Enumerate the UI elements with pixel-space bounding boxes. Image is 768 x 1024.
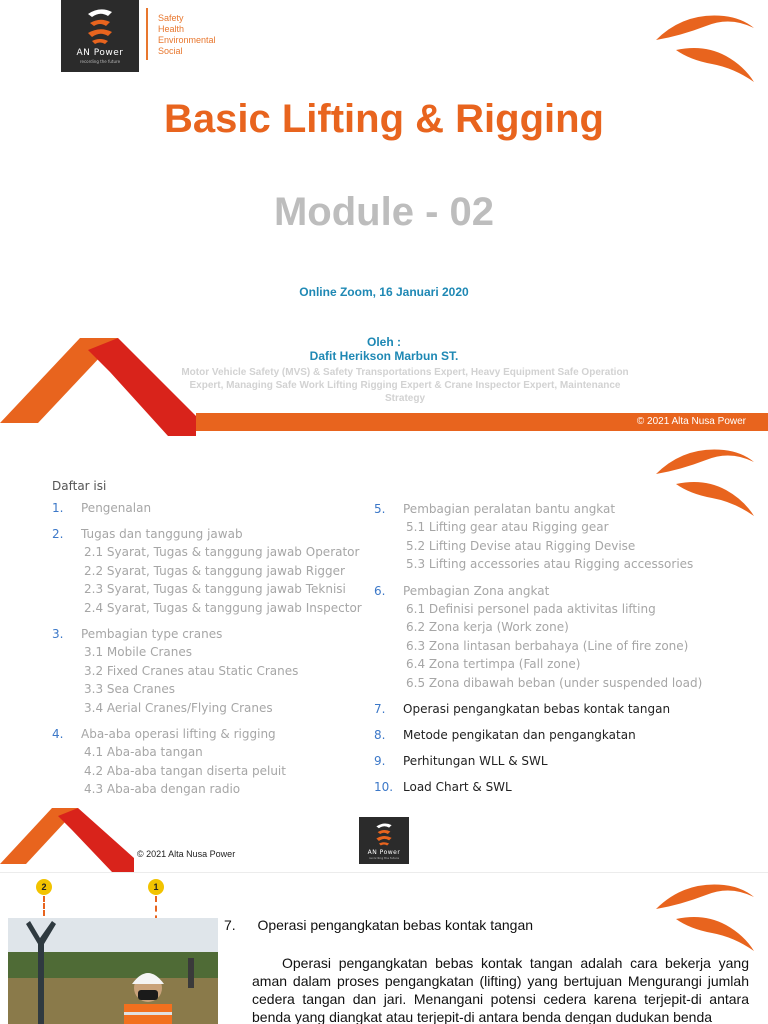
toc-subitem: 5.3 Lifting accessories atau Rigging accessories — [406, 557, 694, 571]
marker-badge: 2 — [36, 879, 52, 895]
tagline-social: Social — [158, 46, 183, 56]
toc-item — [374, 778, 754, 796]
company-logo — [61, 0, 139, 72]
worker-photo-illustration — [8, 918, 218, 1024]
toc-subitem: 6.5 Zona dibawah beban (under suspended load) — [406, 675, 703, 690]
corner-swoosh-icon — [650, 875, 756, 955]
toc-number: 6. — [374, 583, 386, 598]
session-date: Online Zoom, 16 Januari 2020 — [299, 285, 469, 299]
contents-heading: Daftar isi — [52, 479, 107, 493]
toc-number: 8. — [374, 728, 386, 742]
presenter-name: Dafit Herikson Marbun ST. — [309, 349, 459, 363]
toc-subitem: 6.2 Zona kerja (Work zone) — [406, 620, 569, 634]
toc-subitem: 6.3 Zona lintasan berbahaya (Line of fire zone) — [406, 638, 689, 653]
section-title: Operasi pengangkatan bebas kontak tangan — [257, 917, 534, 933]
toc-subitem: 3.3 Sea Cranes — [84, 682, 175, 696]
toc-label: Tugas dan tanggung jawab — [81, 527, 243, 541]
body-paragraph: Operasi pengangkatan bebas kontak tangan adalah cara bekerja yang aman dalam proses pengangkatan (lifting) yang bertujuan Mengurangi jumlah cedera tangan dan jari. Menangani potensi cedera karena terjepit-di antara benda yang diangkat atau terjepit-di antara benda dengan dudukan benda — [252, 955, 749, 1024]
logo-subtext: recording the future — [368, 856, 400, 860]
toc-label: Perhitungan WLL & SWL — [403, 754, 548, 768]
toc-subitem: 3.2 Fixed Cranes atau Static Cranes — [84, 663, 299, 678]
tagline-environmental: Environmental — [158, 35, 216, 45]
company-logo — [359, 817, 409, 864]
tagline-health: Health — [158, 24, 185, 34]
logo-name: AN Power — [76, 48, 124, 58]
toc-label: Pengenalan — [81, 501, 152, 515]
contents-right-column — [374, 500, 754, 804]
toc-item — [52, 725, 372, 743]
marker-badge: 1 — [148, 879, 164, 895]
section-body — [252, 954, 749, 1024]
roof-shape-icon — [0, 338, 200, 436]
toc-label: Operasi pengangkatan bebas kontak tangan — [403, 702, 671, 716]
toc-subitem: 3.1 Mobile Cranes — [84, 645, 192, 659]
toc-item — [52, 499, 372, 517]
toc-item — [374, 726, 754, 744]
toc-number: 2. — [52, 527, 64, 541]
toc-number: 10. — [374, 780, 394, 794]
section-heading — [224, 917, 533, 933]
toc-subitem: 5.1 Lifting gear atau Rigging gear — [406, 520, 609, 534]
toc-subitem: 2.1 Syarat, Tugas & tanggung jawab Operator — [84, 545, 360, 559]
presenter-expertise: Motor Vehicle Safety (MVS) & Safety Transportations Expert, Heavy Equipment Safe Operation Expert, Managing Safe Work Lifting Rigging Expert & Crane Inspector Expert, Maintenance Strategy — [181, 367, 629, 404]
toc-label: Metode pengikatan dan pengangkatan — [403, 728, 636, 742]
logo-subtext: recording the future — [79, 59, 121, 64]
toc-number: 4. — [52, 727, 64, 741]
toc-subitem: 2.4 Syarat, Tugas & tanggung jawab Inspector — [84, 600, 362, 615]
toc-label: Pembagian peralatan bantu angkat — [403, 502, 616, 516]
toc-number: 5. — [374, 502, 386, 516]
toc-item — [374, 582, 754, 600]
toc-number: 1. — [52, 501, 64, 515]
brand-tagline — [158, 13, 216, 57]
toc-number: 7. — [374, 702, 386, 716]
an-power-emblem-icon — [371, 820, 397, 848]
toc-subitem: 4.3 Aba-aba dengan radio — [84, 782, 241, 796]
toc-item — [374, 700, 754, 718]
toc-item — [52, 625, 372, 643]
contents-slide — [0, 436, 768, 872]
module-label: Module - 02 — [273, 190, 495, 234]
toc-label: Load Chart & SWL — [403, 780, 512, 794]
toc-subitem: 5.2 Lifting Devise atau Rigging Devise — [406, 538, 636, 553]
toc-label: Aba-aba operasi lifting & rigging — [81, 727, 276, 741]
toc-subitem: 6.4 Zona tertimpa (Fall zone) — [406, 657, 581, 671]
section-number: 7. — [224, 917, 236, 933]
toc-subitem: 4.1 Aba-aba tangan — [84, 745, 203, 759]
toc-subitem: 4.2 Aba-aba tangan diserta peluit — [84, 763, 286, 778]
an-power-emblem-icon — [80, 4, 120, 48]
toc-number: 3. — [52, 627, 64, 641]
toc-label: Pembagian type cranes — [81, 627, 223, 641]
copyright-text: © 2021 Alta Nusa Power — [636, 416, 746, 427]
hands-free-lifting-slide — [0, 873, 768, 1024]
logo-name: AN Power — [367, 849, 401, 856]
title-slide — [0, 0, 768, 436]
toc-subitem: 2.3 Syarat, Tugas & tanggung jawab Teknisi — [84, 582, 346, 596]
slide-title: Basic Lifting & Rigging — [164, 97, 604, 141]
roof-shape-icon — [0, 808, 140, 872]
toc-number: 9. — [374, 754, 386, 768]
toc-item — [374, 752, 754, 770]
toc-subitem: 3.4 Aerial Cranes/Flying Cranes — [84, 700, 273, 715]
toc-label: Pembagian Zona angkat — [403, 583, 550, 598]
marker-arrow — [43, 896, 45, 916]
worker-photo — [8, 918, 218, 1024]
toc-item — [374, 500, 754, 518]
toc-subitem: 2.2 Syarat, Tugas & tanggung jawab Rigger — [84, 563, 345, 578]
copyright-text: © 2021 Alta Nusa Power — [137, 849, 236, 859]
toc-subitem: 6.1 Definisi personel pada aktivitas lifting — [406, 601, 656, 616]
toc-item — [52, 525, 372, 543]
corner-swoosh-icon — [650, 6, 756, 86]
brand-divider — [146, 8, 148, 60]
by-label: Oleh : — [366, 335, 401, 349]
tagline-safety: Safety — [158, 13, 184, 23]
contents-left-column — [52, 499, 372, 807]
